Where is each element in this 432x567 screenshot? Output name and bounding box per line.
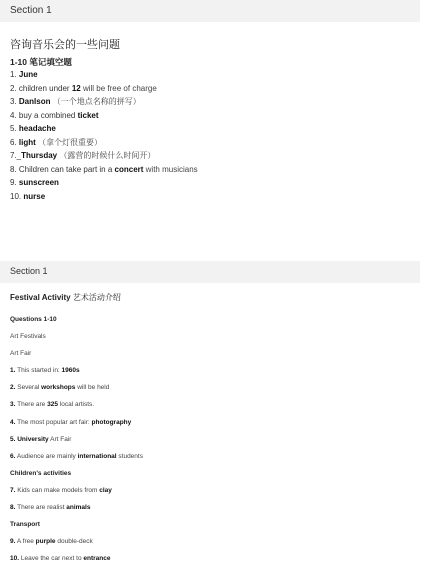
section-1-answer-item: 2. children under 12 will be free of charge — [10, 83, 157, 93]
section-1-answer-item: 5. headache — [10, 124, 56, 133]
section-2-plain-line: Art Fair — [10, 350, 32, 358]
section-1-answer-item: 6. light （拿个灯很重要） — [10, 137, 103, 147]
section-2-title — [10, 292, 121, 303]
section-2-answer-list — [10, 311, 143, 567]
section-1-answer-item: 9. sunscreen — [10, 178, 59, 187]
section-1-title: 咨询音乐会的一些问题 — [10, 39, 120, 51]
section-2-answer-item: 9. A free purple double-deck — [10, 538, 93, 546]
section-2-heading: Children's activities — [10, 469, 72, 477]
section-1-answer-item: 8. Children can take part in a concert with musicians — [10, 164, 198, 174]
section-1-header — [0, 0, 420, 22]
section-2-answer-item: 4. The most popular art fair: photography — [10, 418, 132, 426]
section-1-answer-item: 10. nurse — [10, 191, 46, 201]
section-2-answer-item: 1. This started in: 1960s — [10, 367, 80, 375]
section-1-answer-item: 4. buy a combined ticket — [10, 110, 99, 120]
section-1-answer-list — [10, 68, 198, 203]
section-1-answer-item: 1. June — [10, 70, 38, 79]
section-1-questions-heading: 1-10 笔记填空题 — [10, 57, 72, 67]
section-2-heading: Transport — [10, 521, 40, 529]
section-2-plain-line: Art Festivals — [10, 333, 46, 341]
section-2-header-label: Section 1 — [10, 266, 48, 276]
section-1-header-label: Section 1 — [10, 5, 52, 16]
section-1-answer-item: 7._Thursday （露营的时候什么时间开） — [10, 151, 156, 160]
section-2-header — [0, 261, 420, 283]
section-1-answer-item: 3. Danlson （一个地点名称的拼写） — [10, 97, 141, 106]
section-2-title-sub: 艺术活动介绍 — [70, 293, 121, 302]
section-2-heading: Questions 1-10 — [10, 316, 57, 323]
section-2-answer-item: 8. There are realist animals — [10, 504, 91, 512]
section-2-answer-item: 7. Kids can make models from clay — [10, 486, 112, 494]
section-2-answer-item: 3. There are 325 local artists. — [10, 401, 95, 409]
section-2-answer-item: 2. Several workshops will be held — [10, 384, 110, 392]
section-2-answer-item: 5. University Art Fair — [10, 435, 72, 443]
section-2-answer-item: 10. Leave the car next to entrance — [10, 555, 111, 563]
section-2-title-main: Festival Activity — [10, 293, 71, 302]
section-2-answer-item: 6. Audience are mainly international students — [10, 452, 143, 460]
